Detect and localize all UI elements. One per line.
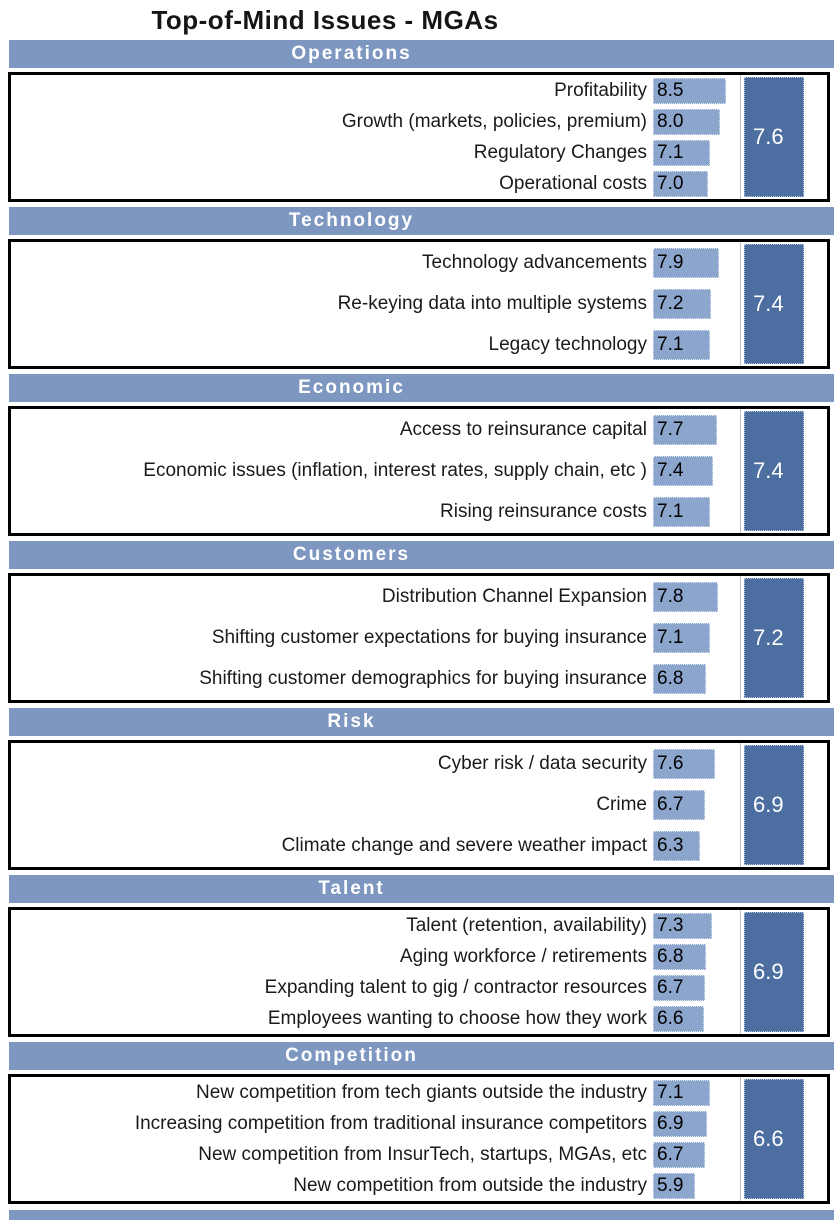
issue-bar: 7.9 bbox=[653, 248, 719, 278]
issue-rows bbox=[11, 910, 740, 1034]
issue-label: Expanding talent to gig / contractor resources bbox=[264, 976, 647, 998]
issue-rows bbox=[11, 1077, 740, 1201]
category-average-box: 6.9 bbox=[744, 912, 804, 1032]
category-header-label: Competition bbox=[285, 1045, 418, 1066]
issue-rows bbox=[11, 576, 740, 700]
issue-label: Shifting customer demographics for buying insurance bbox=[199, 668, 647, 690]
issue-row-increasing-competition-from-traditional-insurance-competitors bbox=[11, 1111, 740, 1137]
category-panel-talent bbox=[8, 907, 830, 1037]
issue-bar: 7.1 bbox=[653, 497, 710, 527]
average-divider-line bbox=[740, 576, 741, 700]
issue-row-expanding-talent-to-gig-contractor-resources bbox=[11, 975, 740, 1001]
issue-label: Distribution Channel Expansion bbox=[381, 585, 647, 607]
issue-bar: 8.0 bbox=[653, 109, 720, 135]
category-header-label: Risk bbox=[327, 711, 376, 732]
average-divider-line bbox=[740, 75, 741, 199]
category-header-competition bbox=[9, 1042, 834, 1070]
issue-bar: 6.6 bbox=[653, 1006, 704, 1032]
issue-row-crime bbox=[11, 790, 740, 820]
issue-rows bbox=[11, 409, 740, 533]
average-divider-line bbox=[740, 242, 741, 366]
issue-bar: 6.8 bbox=[653, 664, 706, 694]
issue-row-regulatory-changes bbox=[11, 140, 740, 166]
average-divider-line bbox=[740, 910, 741, 1034]
issue-row-technology-advancements bbox=[11, 248, 740, 278]
issue-label: Aging workforce / retirements bbox=[399, 945, 647, 967]
issue-bar: 6.9 bbox=[653, 1111, 707, 1137]
category-average-box: 6.9 bbox=[744, 745, 804, 865]
category-average-box: 7.2 bbox=[744, 578, 804, 698]
issue-label: Employees wanting to choose how they work bbox=[267, 1007, 647, 1029]
issue-label: Technology advancements bbox=[422, 251, 647, 273]
issue-row-talent-retention-availability bbox=[11, 913, 740, 939]
category-panel-competition bbox=[8, 1074, 830, 1204]
issue-label: Operational costs bbox=[499, 172, 647, 194]
issue-label: Increasing competition from traditional insurance competitors bbox=[134, 1112, 647, 1134]
issue-row-aging-workforce-retirements bbox=[11, 944, 740, 970]
category-panel-technology bbox=[8, 239, 830, 369]
issue-label: Legacy technology bbox=[488, 334, 647, 356]
issue-row-re-keying-data-into-multiple-systems bbox=[11, 289, 740, 319]
chart-title: Top-of-Mind Issues - MGAs bbox=[151, 5, 499, 35]
category-header-technology bbox=[9, 207, 834, 235]
chart-sections bbox=[0, 40, 834, 1204]
category-panel-risk bbox=[8, 740, 830, 870]
issue-bar: 7.7 bbox=[653, 415, 717, 445]
category-panel-economic bbox=[8, 406, 830, 536]
category-header-label: Economic bbox=[298, 377, 405, 398]
category-header-talent bbox=[9, 875, 834, 903]
category-header-customers bbox=[9, 541, 834, 569]
issue-bar: 6.7 bbox=[653, 1142, 705, 1168]
issue-bar: 7.3 bbox=[653, 913, 712, 939]
issue-bar: 7.1 bbox=[653, 140, 710, 166]
issue-bar: 8.5 bbox=[653, 78, 726, 104]
category-average-box: 7.4 bbox=[744, 411, 804, 531]
issue-label: Cyber risk / data security bbox=[437, 752, 647, 774]
issue-rows bbox=[11, 743, 740, 867]
issue-label: Access to reinsurance capital bbox=[399, 418, 647, 440]
issue-row-new-competition-from-outside-the-industry bbox=[11, 1173, 740, 1199]
issue-bar: 7.1 bbox=[653, 330, 710, 360]
issue-bar: 6.7 bbox=[653, 975, 705, 1001]
issue-row-cyber-risk-data-security bbox=[11, 749, 740, 779]
issue-row-employees-wanting-to-choose-how-they-work bbox=[11, 1006, 740, 1032]
issue-row-growth-markets-policies-premium bbox=[11, 109, 740, 135]
issue-row-new-competition-from-tech-giants-outside-the-industry bbox=[11, 1080, 740, 1106]
issue-row-climate-change-and-severe-weather-impact bbox=[11, 831, 740, 861]
average-divider-line bbox=[740, 743, 741, 867]
issue-label: Shifting customer expectations for buying insurance bbox=[211, 626, 647, 648]
issue-label: New competition from tech giants outside the industry bbox=[196, 1081, 647, 1103]
issue-row-shifting-customer-demographics-for-buying-insurance bbox=[11, 664, 740, 694]
issue-row-access-to-reinsurance-capital bbox=[11, 415, 740, 445]
issue-row-legacy-technology bbox=[11, 330, 740, 360]
issue-row-profitability bbox=[11, 78, 740, 104]
category-panel-customers bbox=[8, 573, 830, 703]
issue-label: Crime bbox=[596, 793, 647, 815]
issue-label: Climate change and severe weather impact bbox=[281, 835, 647, 857]
issue-bar: 7.1 bbox=[653, 1080, 710, 1106]
issue-bar: 7.2 bbox=[653, 289, 711, 319]
issue-bar: 6.7 bbox=[653, 790, 705, 820]
issue-bar: 6.8 bbox=[653, 944, 706, 970]
issue-row-operational-costs bbox=[11, 171, 740, 197]
issue-row-rising-reinsurance-costs bbox=[11, 497, 740, 527]
category-header-economic bbox=[9, 374, 834, 402]
bottom-band bbox=[9, 1210, 834, 1220]
issue-label: New competition from outside the industry bbox=[293, 1174, 647, 1196]
issue-label: Talent (retention, availability) bbox=[406, 914, 647, 936]
issue-label: Profitability bbox=[554, 79, 647, 101]
issue-bar: 7.4 bbox=[653, 456, 713, 486]
average-divider-line bbox=[740, 1077, 741, 1201]
issue-label: New competition from InsurTech, startups, MGAs, etc bbox=[198, 1143, 647, 1165]
issue-label: Economic issues (inflation, interest rates, supply chain, etc ) bbox=[143, 459, 647, 481]
average-divider-line bbox=[740, 409, 741, 533]
issue-label: Rising reinsurance costs bbox=[440, 501, 647, 523]
category-average-box: 6.6 bbox=[744, 1079, 804, 1199]
issue-label: Re-keying data into multiple systems bbox=[337, 292, 647, 314]
issue-bar: 5.9 bbox=[653, 1173, 695, 1199]
category-average-box: 7.4 bbox=[744, 244, 804, 364]
issue-bar: 7.1 bbox=[653, 623, 710, 653]
category-header-label: Technology bbox=[288, 210, 415, 231]
issue-rows bbox=[11, 75, 740, 199]
issue-row-economic-issues-inflation-interest-rates-supply-chain-etc bbox=[11, 456, 740, 486]
issue-row-shifting-customer-expectations-for-buying-insurance bbox=[11, 623, 740, 653]
category-header-label: Talent bbox=[318, 878, 385, 899]
issue-row-new-competition-from-insurtech-startups-mgas-etc bbox=[11, 1142, 740, 1168]
category-header-label: Operations bbox=[291, 43, 412, 64]
category-header-risk bbox=[9, 708, 834, 736]
issue-bar: 6.3 bbox=[653, 831, 700, 861]
issue-bar: 7.6 bbox=[653, 749, 715, 779]
category-panel-operations bbox=[8, 72, 830, 202]
category-header-operations bbox=[9, 40, 834, 68]
category-average-box: 7.6 bbox=[744, 77, 804, 197]
issue-label: Growth (markets, policies, premium) bbox=[341, 110, 647, 132]
category-header-label: Customers bbox=[292, 544, 411, 565]
issue-bar: 7.0 bbox=[653, 171, 708, 197]
issue-bar: 7.8 bbox=[653, 582, 718, 612]
issue-rows bbox=[11, 242, 740, 366]
issue-row-distribution-channel-expansion bbox=[11, 582, 740, 612]
issue-label: Regulatory Changes bbox=[473, 141, 647, 163]
